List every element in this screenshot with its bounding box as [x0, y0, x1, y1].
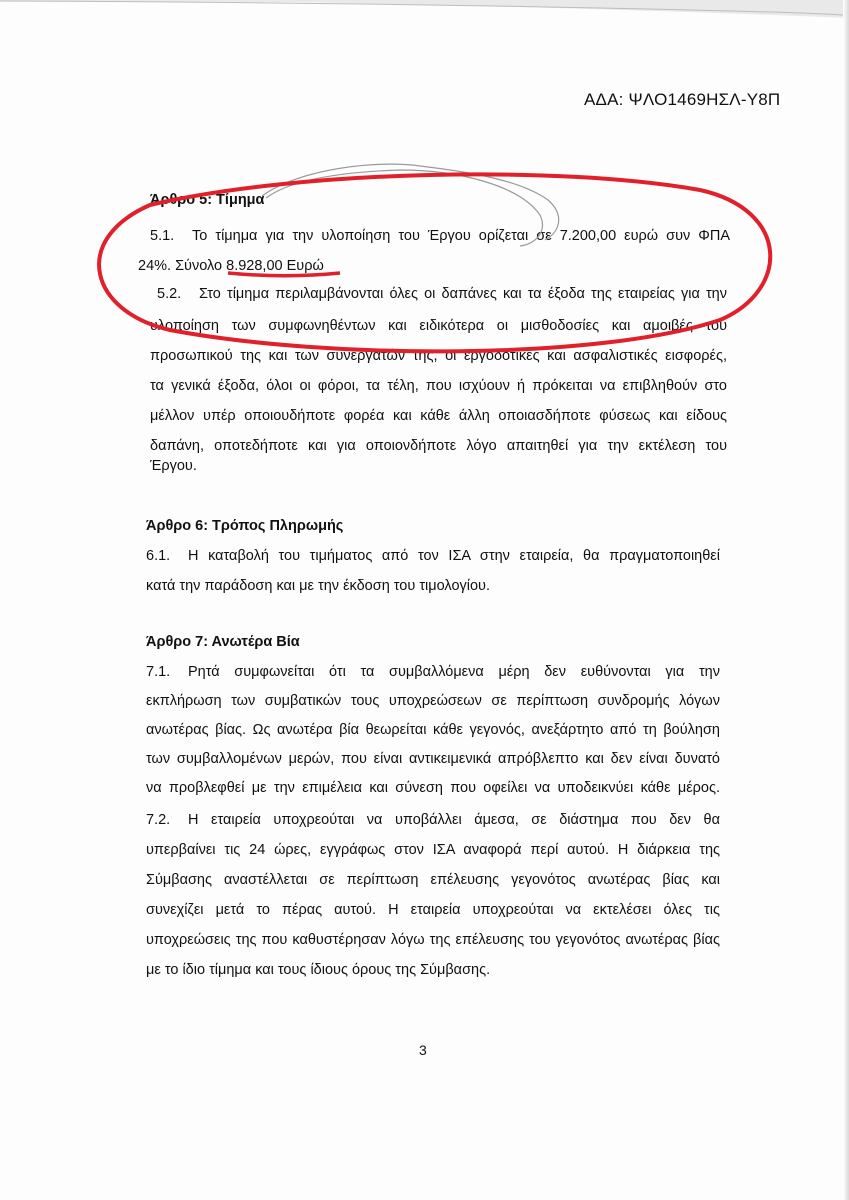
article-5-2-line-1	[157, 286, 727, 302]
article-5-2-line-7: Έργου.	[150, 458, 197, 474]
scan-edge-top	[0, 0, 849, 22]
article-7-1-line-1	[146, 664, 720, 680]
clause-number: 6.1.	[146, 548, 171, 564]
article-6-1-line-2: κατά την παράδοση και με την έκδοση του τιμολογίου.	[146, 578, 491, 594]
page-number: 3	[419, 1042, 427, 1058]
ada-code: ΑΔΑ: ΨΛΟ1469ΗΣΛ-Υ8Π	[584, 90, 781, 109]
article-7-1-line-3: ανωτέρας βίας. Ως ανωτέρα βία θεωρείται κάθε γεγονός, ανεξάρτητο από τη βούληση	[146, 722, 720, 738]
clause-text: 24%. Σύνολο	[138, 258, 227, 274]
clause-number: 5.1.	[150, 228, 175, 244]
article-5-2-line-2: υλοποίηση των συμφωνηθέντων και ειδικότερα οι μισθοδοσίες και αμοιβές του	[150, 318, 727, 334]
article-7-1-line-4: των συμβαλλομένων μερών, που είναι αντικειμενικά απρόβλεπτο και δεν είναι δυνατό	[146, 751, 720, 767]
article-7-1-line-2: εκπλήρωση των συμβατικών τους υποχρεώσεων σε περίπτωση συνδρομής λόγων	[146, 693, 720, 709]
scan-edge-right	[843, 0, 849, 1200]
article-7-2-line-2: υπερβαίνει τις 24 ώρες, εγγράφως στον ΙΣΑ αναφορά περί αυτού. Η διάρκεια της	[146, 842, 720, 858]
article-7-1-line-5: να προβλεφθεί με την επιμέλεια και σύνεση που οφείλει να υποδεικνύει κάθε μέρος.	[146, 780, 720, 796]
clause-number: 5.2.	[157, 286, 182, 302]
article-5-1-line-2	[138, 258, 324, 274]
clause-text: Η εταιρεία υποχρεούται να υποβάλλει άμεσα, σε διάστημα που δεν θα	[188, 812, 720, 828]
article-6-1-line-1	[146, 548, 720, 564]
article-7-2-line-4: συνεχίζει μετά το πέρας αυτού. Η εταιρεία υποχρεούται να εκτελέσει όλες τις	[146, 902, 720, 918]
clause-text: Η καταβολή του τιμήματος από τον ΙΣΑ στην εταιρεία, θα πραγματοποιηθεί	[188, 548, 720, 564]
clause-text: Στο τίμημα περιλαμβάνονται όλες οι δαπάνες και τα έξοδα της εταιρείας για την	[199, 286, 727, 302]
clause-text: Το τίμημα για την υλοποίηση του Έργου ορίζεται σε 7.200,00 ευρώ συν ΦΠΑ	[192, 228, 730, 244]
article-7-title: Άρθρο 7: Ανωτέρα Βία	[146, 634, 300, 650]
clause-text: Ρητά συμφωνείται ότι τα συμβαλλόμενα μέρη δεν ευθύνονται για την	[188, 664, 720, 680]
clause-number: 7.2.	[146, 812, 171, 828]
article-5-1-line-1	[150, 228, 730, 244]
article-7-2-line-6: με το ίδιο τίμημα και τους ίδιους όρους της Σύμβασης.	[146, 962, 491, 978]
article-5-title: Άρθρο 5: Τίμημα	[150, 192, 265, 208]
article-5-2-line-6: δαπάνη, οποτεδήποτε και για οποιονδήποτε λόγο απαιτηθεί για την εκτέλεση του	[150, 438, 727, 454]
article-7-2-line-1	[146, 812, 720, 828]
total-amount: 8.928,00 Ευρώ	[226, 258, 324, 274]
article-7-2-line-5: υποχρεώσεις της που καθυστέρησαν λόγω της επέλευσης του γεγονότος ανωτέρας βίας	[146, 932, 720, 948]
article-7-2-line-3: Σύμβασης αναστέλλεται σε περίπτωση επέλευσης γεγονότος ανωτέρας βίας και	[146, 872, 720, 888]
article-5-2-line-5: μέλλον υπέρ οποιουδήποτε φορέα και κάθε άλλη οποιασδήποτε φύσεως και είδους	[150, 408, 727, 424]
clause-number: 7.1.	[146, 664, 171, 680]
article-5-2-line-3: προσωπικού της και των συνεργατών της, οι εργοδοτικές και ασφαλιστικές εισφορές,	[150, 348, 727, 364]
article-6-title: Άρθρο 6: Τρόπος Πληρωμής	[146, 518, 344, 534]
article-5-2-line-4: τα γενικά έξοδα, όλοι οι φόροι, τα τέλη, που ισχύουν ή πρόκειται να επιβληθούν στο	[150, 378, 727, 394]
